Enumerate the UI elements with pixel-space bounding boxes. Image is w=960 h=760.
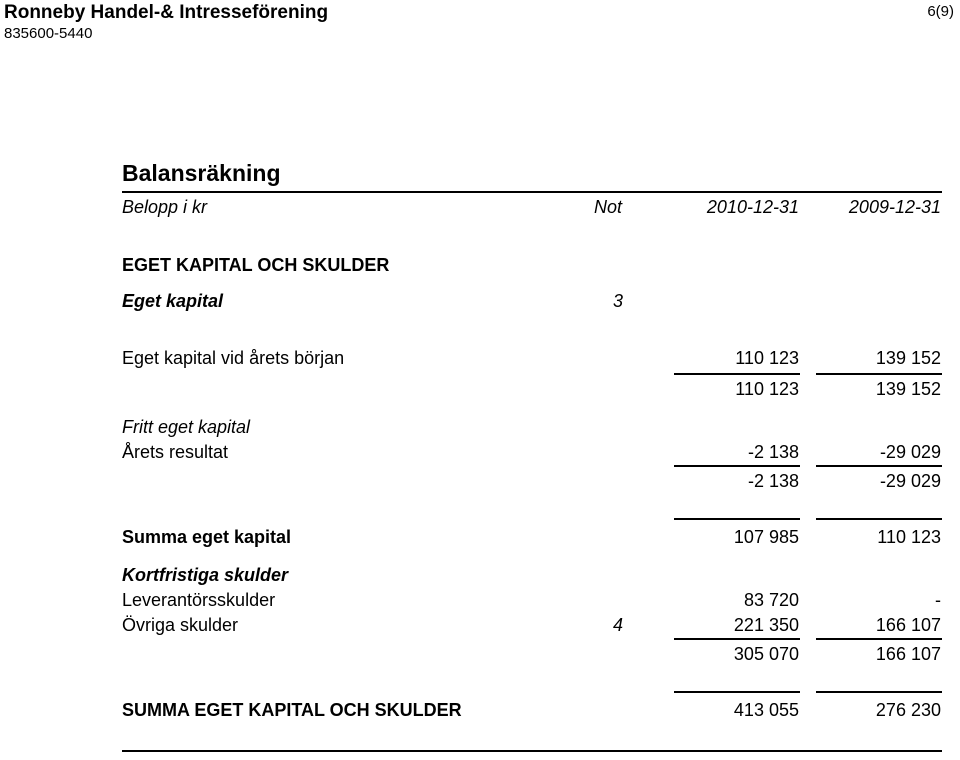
- page-number: 6(9): [927, 3, 954, 20]
- section-title: EGET KAPITAL OCH SKULDER: [122, 255, 390, 275]
- grand-total-previous: 276 230: [875, 700, 941, 720]
- row-label: Övriga skulder: [122, 615, 239, 635]
- row-label: Leverantörsskulder: [122, 590, 276, 610]
- row-note: 4: [613, 615, 624, 635]
- total-rule-previous: [816, 518, 942, 520]
- organization-name: Ronneby Handel-& Intresseförening: [4, 2, 329, 23]
- row-value-previous: 139 152: [875, 348, 941, 368]
- column-header-previous: 2009-12-31: [848, 197, 941, 217]
- equity-total-current: 107 985: [733, 527, 799, 547]
- free-equity-heading: Fritt eget kapital: [122, 417, 251, 437]
- subtotal-rule-previous: [816, 465, 942, 467]
- subtotal-rule-current: [674, 373, 800, 375]
- subtotal-current: -2 138: [747, 471, 799, 491]
- grand-total-label: SUMMA EGET KAPITAL OCH SKULDER: [122, 700, 462, 720]
- total-rule-previous: [816, 691, 942, 693]
- row-value-current: -2 138: [747, 442, 799, 462]
- row-value-previous: 166 107: [875, 615, 941, 635]
- equity-total-label: Summa eget kapital: [122, 527, 292, 547]
- organization-number: 835600-5440: [4, 25, 93, 42]
- subtotal-previous: 139 152: [875, 379, 941, 399]
- subtotal-current: 110 123: [735, 379, 799, 399]
- row-value-current: 110 123: [735, 348, 799, 368]
- subtotal-rule-previous: [816, 638, 942, 640]
- subtotal-current: 305 070: [733, 644, 799, 664]
- row-value-previous: -: [935, 590, 941, 610]
- subtotal-rule-current: [674, 638, 800, 640]
- subtotal-rule-current: [674, 465, 800, 467]
- title-rule: [122, 191, 942, 193]
- grand-total-current: 413 055: [733, 700, 799, 720]
- column-header-note: Not: [594, 197, 623, 217]
- total-rule-current: [674, 691, 800, 693]
- row-value-previous: -29 029: [879, 442, 941, 462]
- row-label: Årets resultat: [122, 442, 229, 462]
- column-header-current: 2010-12-31: [706, 197, 799, 217]
- subtotal-rule-previous: [816, 373, 942, 375]
- row-label: Eget kapital vid årets början: [122, 348, 345, 368]
- bottom-rule: [122, 750, 942, 752]
- equity-note: 3: [613, 291, 624, 311]
- column-header-label: Belopp i kr: [122, 197, 208, 217]
- row-value-current: 221 350: [733, 615, 799, 635]
- liabilities-heading: Kortfristiga skulder: [122, 565, 289, 585]
- equity-heading: Eget kapital: [122, 291, 224, 311]
- equity-total-previous: 110 123: [877, 527, 941, 547]
- subtotal-previous: 166 107: [875, 644, 941, 664]
- row-value-current: 83 720: [743, 590, 799, 610]
- subtotal-previous: -29 029: [879, 471, 941, 491]
- report-title: Balansräkning: [122, 160, 281, 186]
- total-rule-current: [674, 518, 800, 520]
